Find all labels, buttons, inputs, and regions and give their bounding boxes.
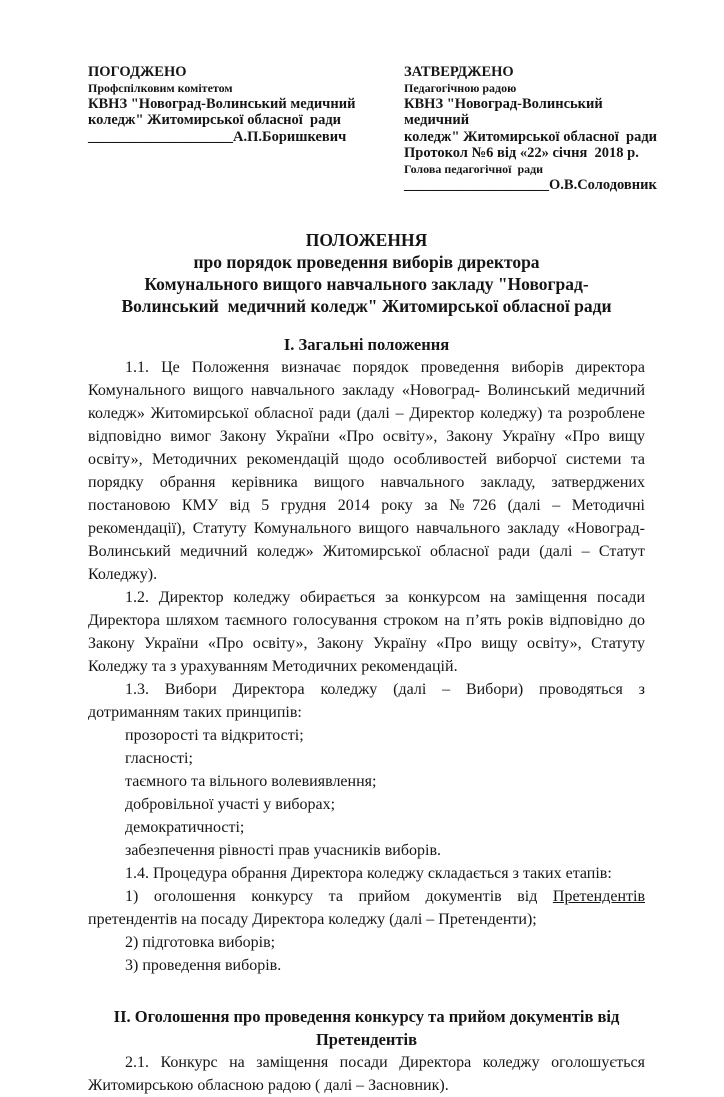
principle-item: добровільної участі у виборах; bbox=[125, 796, 336, 813]
section-2-heading-line1: ІІ. Оголошення про проведення конкурсу та прийом документів від bbox=[113, 1007, 620, 1026]
stage-1-underlined-word: Претендентів bbox=[552, 888, 645, 905]
agreed-org-line1: КВНЗ "Новоград-Волинський медичний bbox=[88, 95, 356, 112]
principle-item: демократичності; bbox=[125, 819, 245, 836]
title-line-3: Комунального вищого навчального закладу "Новоград- bbox=[144, 274, 589, 294]
approved-org-line1: КВНЗ "Новоград-Волинський bbox=[404, 95, 603, 112]
approved-org-line3: коледж" Житомирської обласної ради bbox=[404, 128, 658, 145]
stage-item-3: 3) проведення виборів. bbox=[125, 957, 282, 974]
stage-item-2: 2) підготовка виборів; bbox=[125, 934, 276, 951]
stage-item-1 bbox=[88, 885, 645, 931]
agreed-signature: ____________________А.П.Боришкевич bbox=[88, 128, 347, 145]
section-2-heading-line2: Претендентів bbox=[315, 1030, 418, 1049]
principle-item: таємного та вільного волевиявлення; bbox=[125, 773, 377, 790]
protocol-line: Протокол №6 від «22» січня 2018 р. bbox=[404, 145, 639, 161]
chair-line: Голова педагогічної ради bbox=[404, 161, 544, 176]
principle-item: прозорості та відкритості; bbox=[125, 727, 304, 744]
paragraph-2-1: 2.1. Конкурс на заміщення посади Директора коледжу оголошується Житомирською обласною радою ( далі – Засновник). bbox=[88, 1054, 645, 1094]
document-title bbox=[88, 229, 645, 317]
agreed-by: Профспілковим комітетом bbox=[88, 80, 233, 95]
paragraph-1-4: 1.4. Процедура обрання Директора коледжу складається з таких етапів: bbox=[125, 865, 612, 882]
approved-label: ЗАТВЕРДЖЕНО bbox=[404, 64, 514, 80]
title-line-4: Волинський медичний коледж" Житомирської обласної ради bbox=[121, 296, 612, 316]
document-body bbox=[88, 333, 645, 1097]
stage-1-text-pre: 1) оголошення конкурсу та прийом документів від bbox=[125, 888, 553, 905]
principle-item: забезпечення рівності прав учасників виборів. bbox=[125, 842, 441, 859]
paragraph-1-1: 1.1. Це Положення визначає порядок проведення виборів директора Комунального вищого навчального закладу «Новоград- Волинський медичний коледж» Житомирської обласної ради (далі – Директор коледжу) та розроблене відповідно вимог Закону України «Про освіту», Закону Україну «Про вищу освіту», Методичних рекомендацій щодо особливостей виборчої системи та порядку обрання керівника вищого навчального закладу, затверджених постановою КМУ від 5 грудня 2014 року за №726 (далі – Методичні рекомендації), Статуту Комунального вищого навчального закладу «Новоград-Волинський медичний коледж» Житомирської обласної ради (далі – Статут Коледжу). bbox=[88, 359, 645, 583]
paragraph-1-3: 1.3. Вибори Директора коледжу (далі – Вибори) проводяться з дотриманням таких принципів: bbox=[88, 681, 645, 721]
section-1-heading: І. Загальні положення bbox=[283, 335, 450, 354]
agreed-label: ПОГОДЖЕНО bbox=[88, 64, 187, 80]
approval-block-approved bbox=[404, 64, 658, 193]
approved-org-line2: медичний bbox=[404, 112, 470, 128]
approved-signature: ____________________О.В.Солодовник bbox=[404, 176, 657, 193]
approval-header bbox=[88, 64, 658, 193]
principle-item: гласності; bbox=[125, 750, 193, 767]
title-line-2: про порядок проведення виборів директора bbox=[193, 252, 540, 272]
approval-block-agreed bbox=[88, 64, 404, 145]
approved-by: Педагогічною радою bbox=[404, 80, 517, 95]
title-line-1: ПОЛОЖЕННЯ bbox=[305, 230, 428, 250]
agreed-org-line2: коледж" Житомирської обласної ради bbox=[88, 112, 342, 128]
paragraph-1-2: 1.2. Директор коледжу обирається за конкурсом на заміщення посади Директора шляхом таємного голосування строком на п’ять років відповідно до Закону України «Про освіту», Закону Україну «Про вищу освіту», Статуту Коледжу та з урахуванням Методичних рекомендацій. bbox=[88, 589, 645, 675]
stage-1-text-post: претендентів на посаду Директора коледжу (далі – Претенденти); bbox=[88, 911, 537, 928]
